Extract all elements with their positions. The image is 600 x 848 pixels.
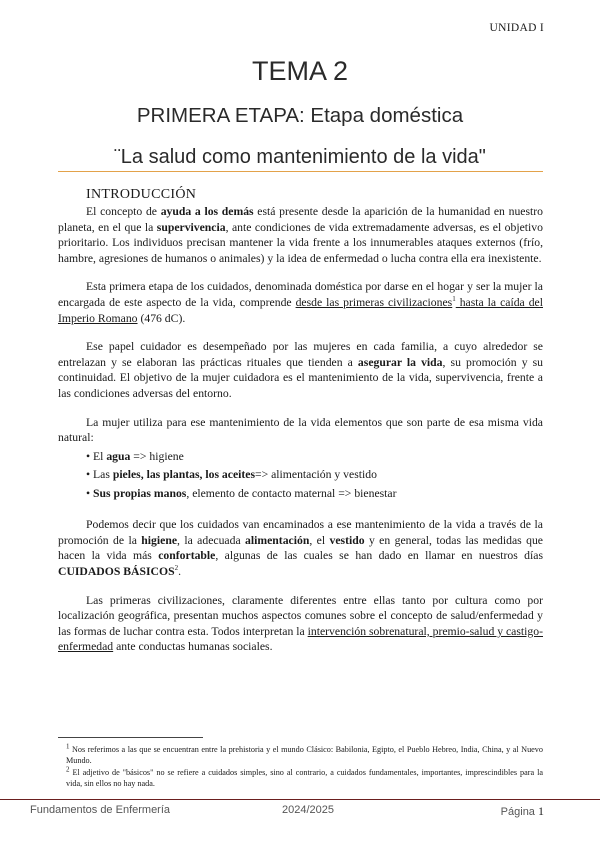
text: Las primeras civilizaciones, claramente diferentes entre ellas tanto por cultura como por localización geográfica, presentan muchos aspectos comunes sobre el concepto de salud/enfermedad y las formas de luchar contra esta. Todos interpretan la — [58, 593, 543, 638]
text: , la adecuada — [177, 533, 246, 547]
bold-text: supervivencia — [156, 220, 226, 234]
paragraph-4: La mujer utiliza para ese mantenimiento de la vida elementos que son parte de esa misma vida natural: — [58, 415, 543, 445]
text: Ese papel cuidador es desempeñado por las mujeres en cada familia, a cuyo alrededor se entrelazan y se elaboran las prácticas rituales que tienden a — [58, 340, 543, 369]
text: , algunas de las cuales se han dado en llamar en nuestros días — [215, 549, 543, 563]
paragraph-5 — [58, 517, 543, 579]
text: está presente desde la aparición de la humanidad en nuestro planeta, en el que la — [58, 205, 544, 234]
underlined-text: hasta la caída del Imperio Romano — [58, 295, 543, 325]
page-number: 1 — [538, 804, 544, 818]
underlined-text: intervención sobrenatural, premio-salud y castigo-enfermedad — [58, 624, 543, 654]
stage-subtitle: PRIMERA ETAPA: Etapa doméstica — [136, 104, 464, 127]
text: , ante condiciones de vida extremadamente adversas, es el objetivo prioritario. Los individuos precisan mantener la vida frente a los innumerables ataques externos (frío, hambre, agresiones de humanos o animales) y la idea de enfermedad o lucha contra ella era inexistente. — [58, 220, 543, 265]
bold-text: higiene — [141, 533, 178, 547]
footer-divider — [0, 799, 600, 800]
footnote-divider — [58, 737, 203, 738]
footnote-number: 2 — [66, 765, 70, 774]
list-item — [86, 485, 543, 504]
title-divider — [58, 171, 543, 172]
footer-page — [501, 804, 544, 819]
bold-text: asegurar la vida — [357, 355, 443, 369]
footnote-ref[interactable]: 1 — [452, 295, 456, 304]
page-title: TEMA 2 — [251, 56, 349, 86]
text: , el — [309, 533, 330, 547]
text: Esta primera etapa de los cuidados, denominada doméstica por darse en el hogar y ser la mujer la encargada de este aspecto de la vida, comprende — [58, 280, 543, 309]
underlined-text: desde las primeras civilizaciones — [295, 295, 453, 309]
paragraph-3 — [58, 339, 543, 401]
bold-text: confortable — [158, 549, 216, 563]
text: ante conductas humanas sociales. — [113, 640, 273, 654]
text: , su promoción y su continuidad. El objetivo de la mujer cuidadora es el mantenimiento de la vida, supervivencia, frente a las condiciones adversas del entorno. — [58, 355, 544, 400]
paragraph-1 — [58, 204, 543, 266]
text: Podemos decir que los cuidados van encaminados a ese mantenimiento de la vida a través de la promoción de la — [58, 518, 543, 547]
document-body — [58, 186, 543, 668]
bold-text: alimentación — [245, 533, 310, 547]
intro-heading: INTRODUCCIÓN — [86, 187, 197, 202]
quote-subtitle: ¨La salud como mantenimiento de la vida" — [114, 146, 486, 168]
paragraph-6 — [58, 593, 543, 655]
text: => higiene — [130, 449, 184, 463]
footer-course: Fundamentos de Enfermería — [30, 804, 171, 816]
bold-text: Sus propias manos — [93, 486, 187, 500]
text: => alimentación y vestido — [255, 468, 377, 482]
text: y en general, todas las medidas que hacen la vida más — [58, 533, 543, 563]
list-item — [86, 448, 543, 467]
page-label: Página — [500, 806, 535, 818]
footnote-number: 1 — [66, 742, 70, 751]
bold-text: CUIDADOS BÁSICOS — [58, 565, 175, 578]
text: • — [86, 486, 94, 500]
footnote-1 — [58, 744, 543, 766]
text: • Las — [86, 468, 113, 482]
footnote-ref[interactable]: 2 — [174, 564, 179, 573]
bold-text: pieles, las plantas, los aceites — [112, 468, 256, 482]
text: (476 dC). — [137, 311, 186, 325]
text: El concepto de — [86, 205, 161, 218]
text: . — [178, 565, 182, 578]
bold-text: agua — [106, 449, 131, 463]
text: • El — [86, 449, 107, 463]
list-item — [86, 466, 543, 485]
footnote-text: Nos referimos a las que se encuentran entre la prehistoria y el mundo Clásico: Babilonia, Egipto, el Pueblo Hebreo, India, China, y al Nuevo Mundo. — [66, 745, 543, 765]
text: , elemento de contacto maternal => bienestar — [186, 486, 397, 500]
footnote-text: El adjetivo de "básicos" no se refiere a cuidados simples, sino al contrario, a cuidados fundamentales, importantes, imprescindibles para la vida, sin ellos no hay nada. — [66, 768, 543, 788]
footnote-2 — [58, 767, 543, 789]
footer-year: 2024/2025 — [282, 804, 334, 816]
bullet-list — [58, 448, 543, 504]
bold-text: vestido — [329, 533, 365, 547]
paragraph-2 — [58, 279, 543, 326]
unit-label: UNIDAD I — [489, 22, 544, 34]
bold-text: ayuda a los demás — [160, 205, 254, 218]
